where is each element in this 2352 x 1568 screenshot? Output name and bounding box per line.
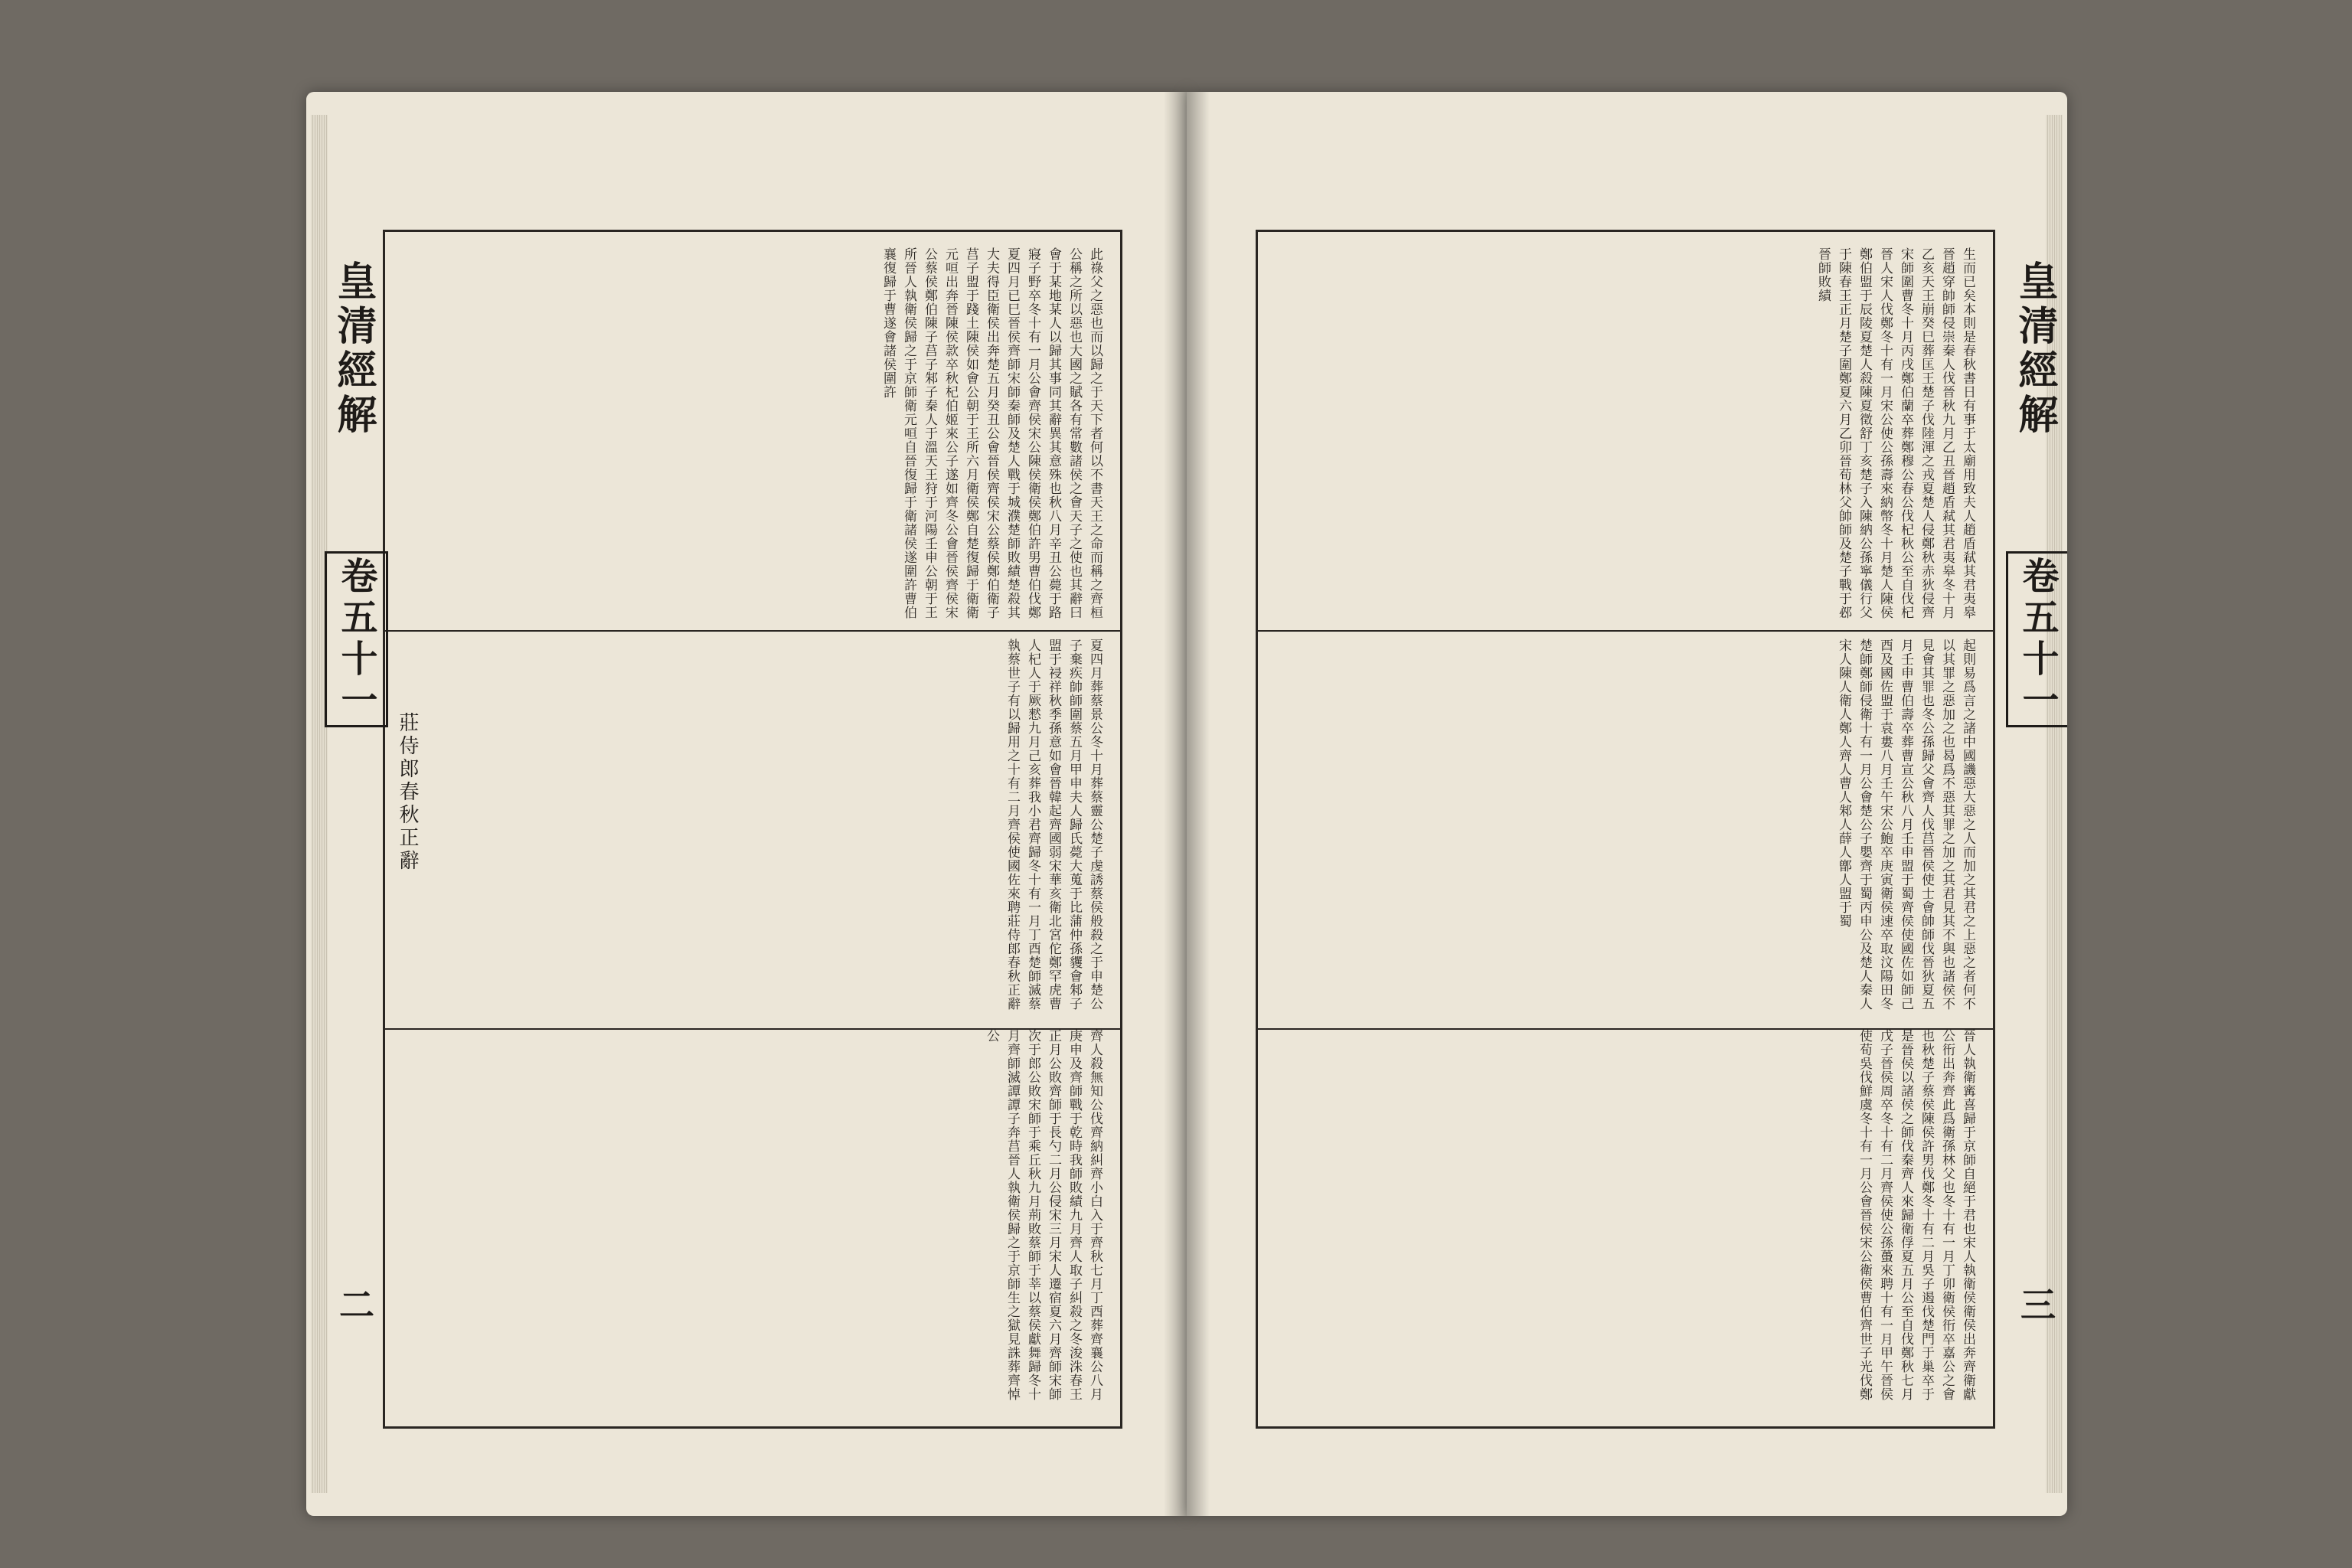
leaf-number: 三 (2015, 1286, 2056, 1321)
middle-text: 夏四月葬蔡景公冬十月葬蔡靈公楚子虔誘蔡侯般殺之于申楚公子棄疾帥師圍蔡五月甲申夫人歸氏薨大蒐于比蒲仲孫貜會邾子盟于祲祥秋季孫意如會晉韓起齊國弱宋華亥衛北宮佗鄭罕虎曹人杞人于厥憖九月己亥葬我小君齊歸冬十有一月丁酉楚師滅蔡執蔡世子有以歸用之十有二月齊侯使國佐來聘莊侍郎春秋正辭 (1004, 638, 1102, 1011)
lower-text: 齊人殺無知公伐齊納糾齊小白入于齊秋七月丁酉葬齊襄公八月庚申及齊師戰于乾時我師敗績九月齊人取子糾殺之冬浚洙春王正月公敗齊師于長勺二月公侵宋三月宋人遷宿夏六月齊師宋師次于郎公敗宋師于乘丘秋九月荊敗蔡師于莘以蔡侯獻舞歸冬十月齊師滅譚譚子奔莒晉人執衛侯歸之于京師生之獄見誅葬齊悼公 (984, 1029, 1102, 1402)
open-book (306, 92, 2067, 1516)
book-title: 皇清經解 (2011, 260, 2058, 438)
upper-register (397, 243, 1108, 634)
volume-label: 卷五十一 (2006, 551, 2067, 727)
text-registers (397, 243, 1108, 1416)
right-page (1187, 92, 2067, 1516)
middle-register (1270, 634, 1981, 1025)
left-page (306, 92, 1187, 1516)
book-title: 皇清經解 (330, 260, 377, 438)
volume-label: 卷五十一 (325, 551, 388, 727)
middle-text: 起則易爲言之諸中國譏惡大惡之人而加之其君之上惡之者何不以其罪之惡加之也曷爲不惡其罪之加之其君見其不與也諸侯不見會其罪也冬公孫歸父會齊人伐莒晉侯使士會帥師伐晉狄夏五月壬申曹伯壽卒葬曹宣公秋八月壬申盟于蜀齊侯使國佐如師己酉及國佐盟于袁婁八月壬午宋公鮑卒庚寅衛侯速卒取汶陽田冬楚師鄭師侵衛十有一月公會楚公子嬰齊于蜀丙申公及楚人秦人宋人陳人衛人鄭人齊人曹人邾人薛人鄫人盟于蜀 (1836, 638, 1975, 1011)
leaf-number: 二 (334, 1286, 375, 1321)
lower-register (397, 1024, 1108, 1416)
left-margin-column (317, 230, 419, 1424)
text-frame (383, 230, 1122, 1429)
book-gutter (1164, 92, 1210, 1516)
text-frame (1256, 230, 1995, 1429)
upper-text: 生而已矣本則是春秋書日有事于太廟用致夫人趙盾弒其君夷皋晉趙穿帥師侵崇秦人伐晉秋九月乙丑晉趙盾弒其君夷皋冬十月乙亥天王崩癸巳葬匡王楚子伐陸渾之戎夏楚人侵鄭秋赤狄侵齊宋師圍曹冬十月丙戌鄭伯蘭卒葬鄭穆公春公伐杞秋公至自伐杞晉人宋人伐鄭冬十有一月宋公使公孫壽來納幣冬十月楚人陳侯鄭伯盟于辰陵夏楚人殺陳夏徵舒丁亥楚子入陳納公孫寧儀行父于陳春王正月楚子圍鄭夏六月乙卯晉荀林父帥師及楚子戰于邲晉師敗績 (1815, 247, 1975, 619)
lower-register (1270, 1024, 1981, 1416)
lower-text: 晉人執衛寗喜歸于京師自絕于君也宋人執衛侯衛侯出奔齊衛獻公衎出奔齊此爲衛孫林父也冬十有一月丁卯衛侯衎卒嘉公之會也秋楚子蔡侯陳侯許男伐鄭冬十有二月吳子遏伐楚門于巢卒于是晉侯以諸侯之師伐秦齊人來歸衛俘夏五月公至自伐鄭秋七月戊子晉侯周卒冬十有二月齊侯使公孫蠆來聘十有一月甲午晉侯使荀吳伐鮮虞冬十有一月公會晉侯宋公衛侯曹伯齊世子光伐鄭 (1857, 1029, 1975, 1402)
upper-text: 此祿父之惡也而以歸之于天下者何以不書天王之命而稱之齊桓公稱之所以惡也大國之賦各有常數諸侯之會天子之使也其辭曰會于某地某人以歸其事同其辭異其意殊也秋八月辛丑公薨于路寢子野卒冬十有一月公會齊侯宋公陳侯衛侯鄭伯許男曹伯伐鄭夏四月已巳晉侯齊師宋師秦師及楚人戰于城濮楚師敗績楚殺其大夫得臣衛侯出奔楚五月癸丑公會晉侯齊侯宋公蔡侯鄭伯衛子莒子盟于踐土陳侯如會公朝于王所六月衛侯鄭自楚復歸于衛衛元咺出奔晉陳侯款卒秋杞伯姬來公子遂如齊冬公會晉侯齊侯宋公蔡侯鄭伯陳子莒子邾子秦人于溫天王狩于河陽壬申公朝于王所晉人執衛侯歸之于京師衛元咺自晉復歸于衛諸侯遂圍許曹伯襄復歸于曹遂會諸侯圍許 (880, 247, 1102, 619)
upper-register (1270, 243, 1981, 634)
middle-register (397, 634, 1108, 1025)
work-subtitle: 莊侍郎春秋正辭 (396, 712, 419, 873)
text-registers (1270, 243, 1981, 1416)
right-margin-column (1998, 230, 2060, 1424)
